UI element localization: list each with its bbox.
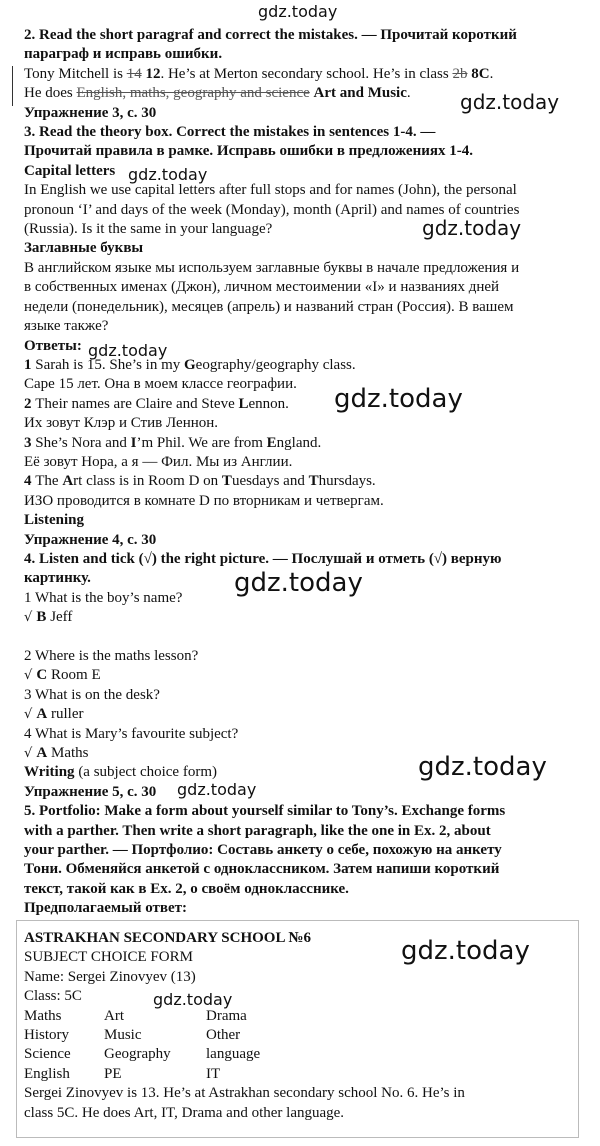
- ex4-label: Упражнение 4, с. 30: [24, 531, 157, 548]
- ex5-label: Упражнение 5, с. 30: [24, 783, 157, 800]
- check-mark-icon: √: [24, 668, 37, 684]
- answer-item-2: √ C Room E: [24, 667, 101, 684]
- correct-subjects: Art and Music: [313, 85, 407, 102]
- wrong-class: 2b: [452, 65, 468, 82]
- subject-cell: English: [24, 1065, 70, 1082]
- answer-4: 4 The Art class is in Room D on Tuesdays and Thursdays.: [24, 473, 376, 490]
- heading-ru: Прочитай короткий: [380, 27, 517, 43]
- check-mark-icon: √: [24, 610, 37, 626]
- ru-line-1: В английском языке мы используем заглавные буквы в начале предложения и: [24, 259, 520, 276]
- answer-item-4: √ A Maths: [24, 745, 89, 762]
- form-title: SUBJECT CHOICE FORM: [24, 949, 193, 966]
- margin-mark: [12, 66, 13, 106]
- document-body: [24, 26, 590, 919]
- answers-label: Ответы:: [24, 337, 82, 354]
- ex3-heading-2: Прочитай правила в рамке. Исправь ошибки в предложениях 1-4.: [24, 143, 473, 160]
- watermark: gdz.today: [334, 384, 463, 414]
- check-mark-icon: √: [24, 707, 37, 723]
- answer-item-1: √ B Jeff: [24, 609, 73, 626]
- task2-heading: [24, 26, 590, 45]
- ru-line-4: языке также?: [24, 318, 109, 335]
- subject-cell: Other: [206, 1027, 241, 1044]
- answer-1: 1 Sarah is 15. She’s in my Geography/geography class.: [24, 356, 356, 373]
- subject-cell: PE: [104, 1065, 122, 1082]
- answer-2: 2 Their names are Claire and Steve Lennon.: [24, 395, 289, 412]
- watermark: gdz.today: [418, 752, 547, 782]
- task2-heading-cont: параграф и исправь ошибки.: [24, 46, 223, 63]
- ex5-heading-3: your parther. — Портфолио: Составь анкету о себе, похожую на анкету: [24, 842, 502, 859]
- task2-line-2: He does English, maths, geography and science Art and Music.: [24, 85, 411, 102]
- ru-title: Заглавные буквы: [24, 240, 144, 257]
- subject-cell: Music: [104, 1027, 142, 1044]
- question-4: 4 What is Mary’s favourite subject?: [24, 725, 239, 742]
- correct-age: 12: [145, 65, 161, 82]
- watermark: gdz.today: [258, 2, 338, 21]
- answer-3: 3 She’s Nora and I’m Phil. We are from England.: [24, 434, 322, 451]
- question-3: 3 What is on the desk?: [24, 686, 160, 703]
- wrong-subjects: English, maths, geography and science: [76, 85, 310, 102]
- ex4-heading-2: картинку.: [24, 570, 91, 587]
- theory-line-1: In English we use capital letters after full stops and for names (John), the personal: [24, 182, 517, 199]
- ex3-label: Упражнение 3, с. 30: [24, 104, 157, 121]
- subjects-grid: [24, 1007, 564, 1085]
- form-paragraph-1: Sergei Zinovyev is 13. He’s at Astrakhan secondary school No. 6. He’s in: [24, 1085, 465, 1102]
- watermark: gdz.today: [401, 936, 530, 966]
- watermark: gdz.today: [128, 165, 208, 184]
- ex5-heading-2: with a parther. Then write a short paragraph, like the one in Ex. 2, about: [24, 822, 491, 839]
- answer-4-ru: ИЗО проводится в комнате D по вторникам и четвергам.: [24, 492, 384, 509]
- form-school: ASTRAKHAN SECONDARY SCHOOL №6: [24, 930, 311, 946]
- subject-cell: History: [24, 1027, 69, 1044]
- capital-letters-title: Capital letters: [24, 162, 116, 179]
- subject-cell: language: [206, 1046, 261, 1063]
- watermark: gdz.today: [234, 568, 363, 598]
- check-mark-icon: √: [24, 746, 37, 762]
- listening-title: Listening: [24, 512, 85, 529]
- ex5-heading-5: текст, такой как в Ex. 2, о своём однокласснике.: [24, 880, 349, 897]
- form-paragraph-2: class 5C. He does Art, IT, Drama and other language.: [24, 1104, 345, 1121]
- subject-cell: IT: [206, 1065, 221, 1082]
- subject-cell: Maths: [24, 1007, 62, 1024]
- question-1: 1 What is the boy’s name?: [24, 589, 183, 606]
- form-class: Class: 5C: [24, 988, 82, 1005]
- subject-cell: Drama: [206, 1007, 247, 1024]
- ex4-heading-1: 4. Listen and tick (√) the right picture. — Послушай и отметь (√) верную: [24, 550, 502, 567]
- subject-cell: Geography: [104, 1046, 171, 1063]
- heading-en: 2. Read the short paragraf and correct the mistakes. —: [24, 27, 377, 43]
- spacer: [24, 628, 590, 647]
- writing-title: Writing (a subject choice form): [24, 764, 217, 781]
- watermark: gdz.today: [153, 990, 233, 1009]
- ru-line-3: недели (понедельник), месяцев (апрель) и названий стран (Россия). В вашем: [24, 298, 514, 315]
- answer-1-ru: Саре 15 лет. Она в моем классе географии.: [24, 376, 297, 393]
- theory-line-3: (Russia). Is it the same in your language?: [24, 221, 273, 238]
- form-name: Name: Sergei Zinovyev (13): [24, 968, 196, 985]
- answer-3-ru: Её зовут Нора, а я — Фил. Мы из Англии.: [24, 453, 293, 470]
- ex3-heading-1: 3. Read the theory box. Correct the mistakes in sentences 1-4. —: [24, 124, 436, 141]
- watermark: gdz.today: [177, 780, 257, 799]
- ex5-heading-1: 5. Portfolio: Make a form about yourself similar to Tony’s. Exchange forms: [24, 803, 506, 820]
- ex5-heading-4: Тони. Обменяйся анкетой с одноклассником. Затем напиши короткий: [24, 861, 500, 878]
- subject-cell: Art: [104, 1007, 124, 1024]
- suggested-answer-label: Предполагаемый ответ:: [24, 900, 188, 917]
- correct-class: 8C: [471, 65, 490, 82]
- ru-line-2: в собственных именах (Джон), личном местоимении «I» и названиях дней: [24, 279, 500, 296]
- question-2: 2 Where is the maths lesson?: [24, 648, 199, 664]
- task2-line-1: Tony Mitchell is 14 12. He’s at Merton secondary school. He’s in class 2b 8C.: [24, 65, 494, 82]
- answer-2-ru: Их зовут Клэр и Стив Леннон.: [24, 415, 219, 432]
- wrong-age: 14: [126, 65, 142, 82]
- watermark: gdz.today: [88, 341, 168, 360]
- subject-cell: Science: [24, 1046, 71, 1063]
- watermark: gdz.today: [460, 90, 560, 114]
- answer-item-3: √ A ruller: [24, 706, 84, 723]
- watermark: gdz.today: [422, 216, 522, 240]
- theory-line-2: pronoun ‘I’ and days of the week (Monday), month (April) and names of countries: [24, 201, 520, 218]
